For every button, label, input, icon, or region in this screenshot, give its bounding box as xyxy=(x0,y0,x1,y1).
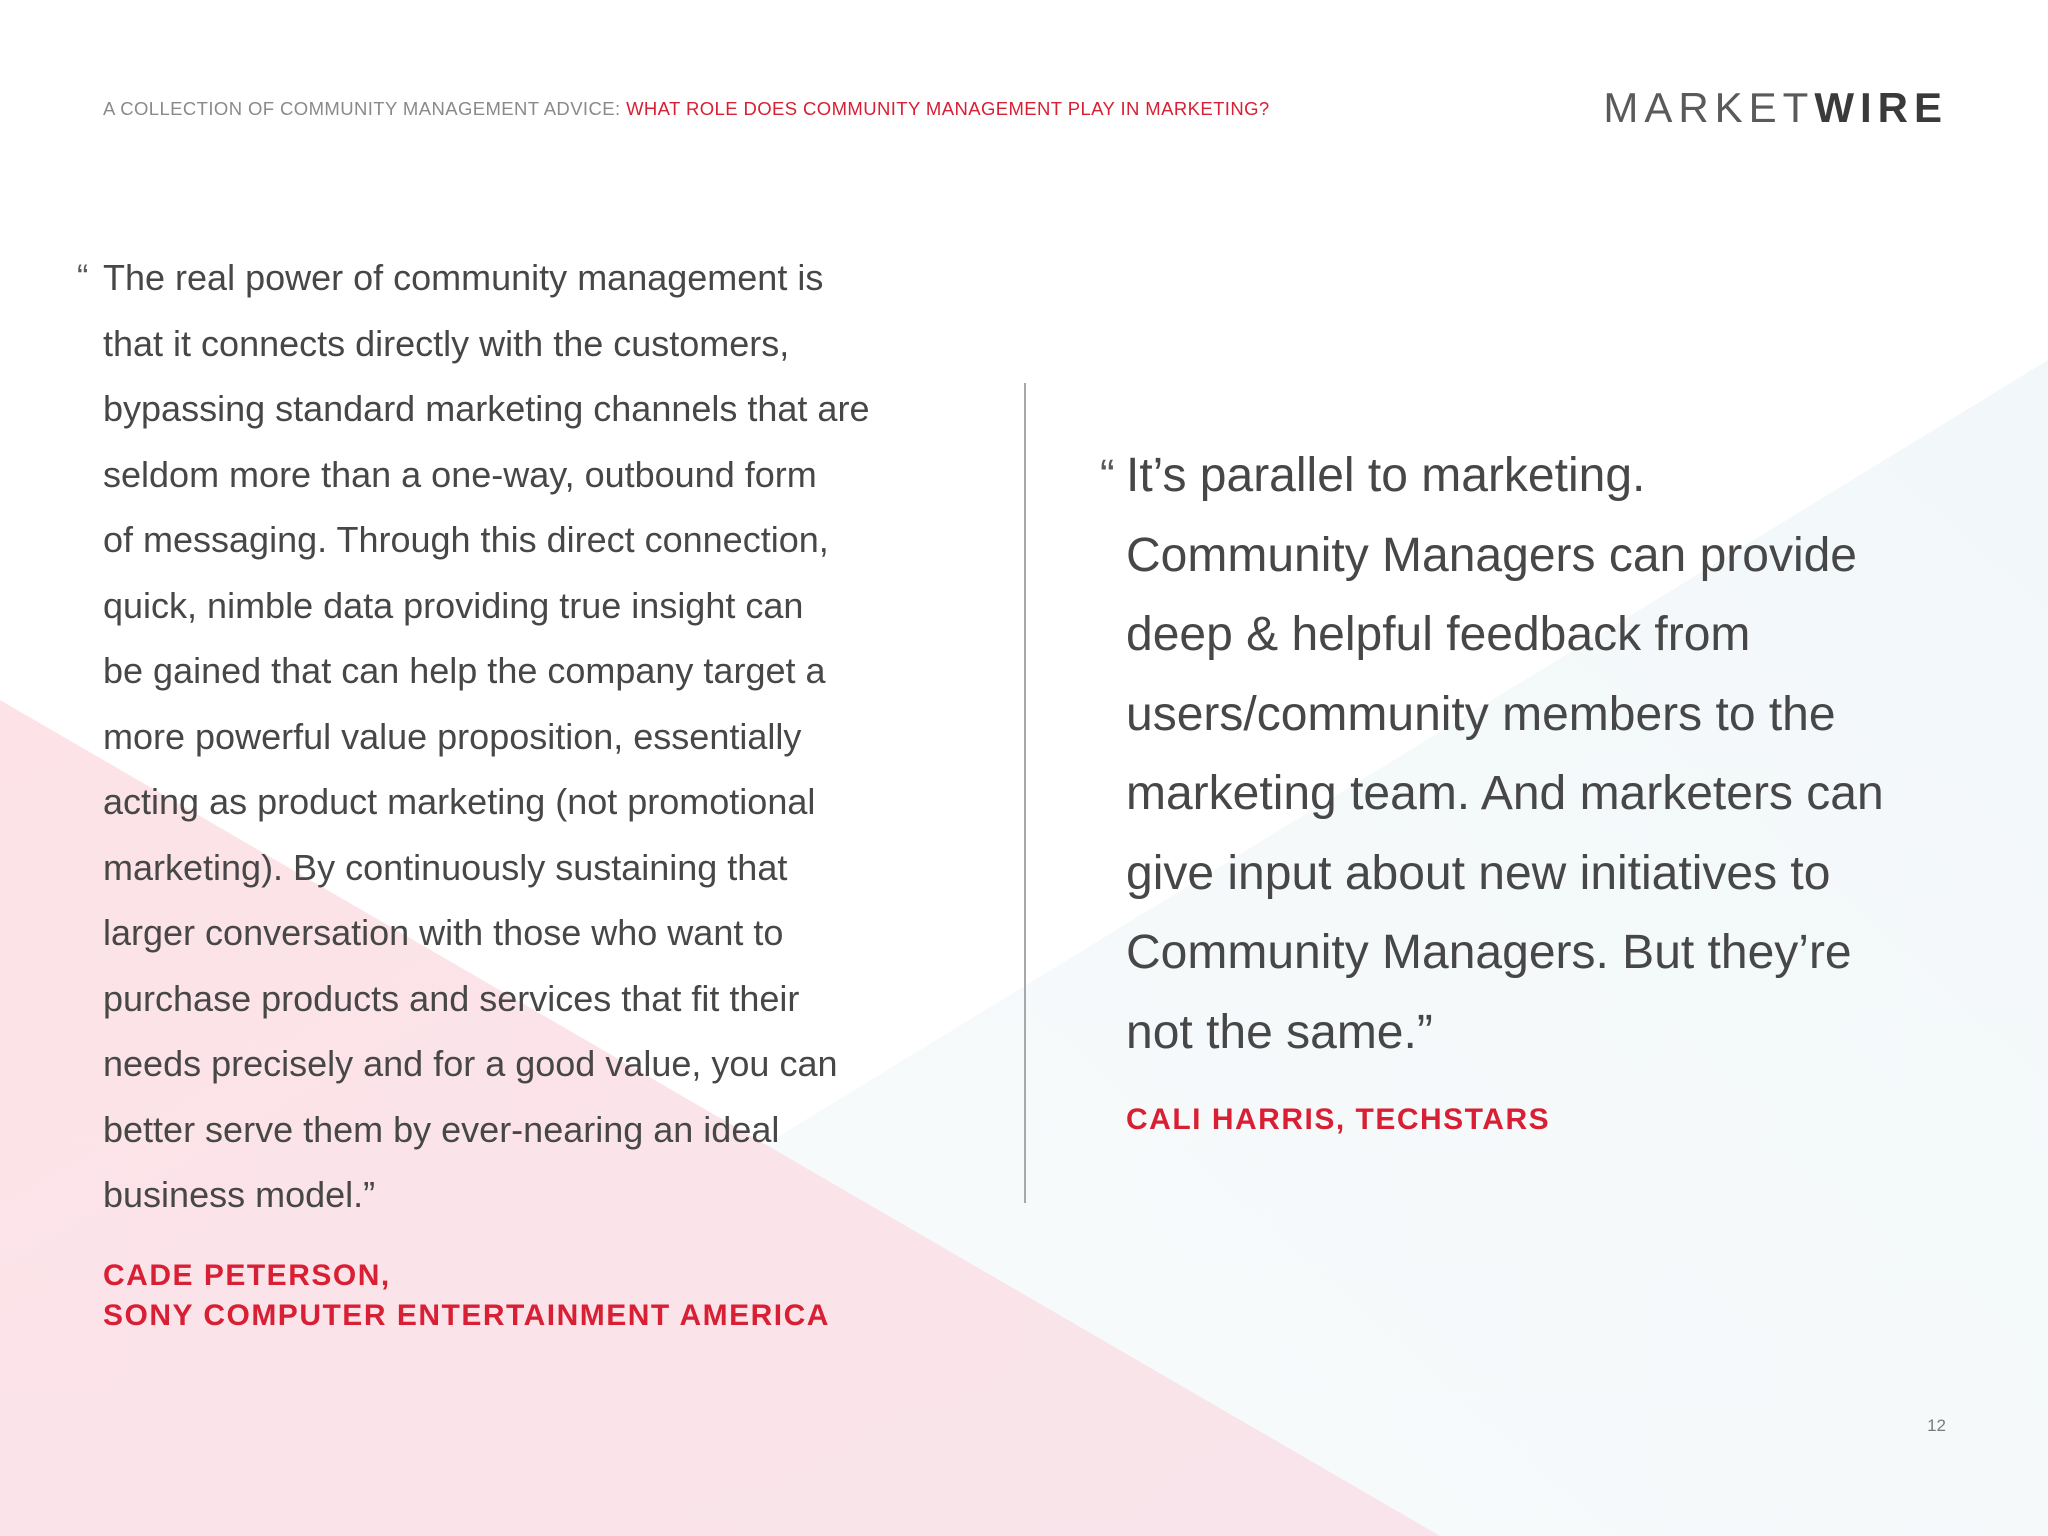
quote-line: users/community members to the xyxy=(1126,687,1836,741)
quote-line: of messaging. Through this direct connection, xyxy=(103,519,829,560)
column-divider xyxy=(1024,383,1026,1203)
quote-line: marketing). By continuously sustaining that xyxy=(103,846,788,888)
quote-line: give input about new initiatives to xyxy=(1126,846,1831,900)
marketwire-logo xyxy=(1603,84,1948,132)
quote-left xyxy=(77,245,963,1228)
quote-line: Community Managers. But they’re xyxy=(1126,926,1852,979)
quote-right xyxy=(1100,436,1986,1072)
attribution-company: SONY COMPUTER ENTERTAINMENT AMERICA xyxy=(103,1299,830,1332)
attribution-name: CALI HARRIS, TECHSTARS xyxy=(1126,1103,1551,1136)
quote-line: It’s parallel to marketing. xyxy=(1126,449,1646,502)
header-highlight: WHAT ROLE DOES COMMUNITY MANAGEMENT PLAY IN MARKETING? xyxy=(626,98,1270,119)
quote-line: business model.” xyxy=(103,1174,376,1215)
quote-line: The real power of community management is xyxy=(103,257,824,298)
logo-bold-text: WIRE xyxy=(1814,84,1948,131)
quote-line: deep & helpful feedback from xyxy=(1126,608,1751,661)
open-quote-mark: “ xyxy=(77,258,89,296)
quote-line: seldom more than a one-way, outbound form xyxy=(103,453,817,495)
quote-line: needs precisely and for a good value, you can xyxy=(103,1043,838,1084)
quote-line: marketing team. And marketers can xyxy=(1126,767,1884,820)
page-number: 12 xyxy=(1927,1416,1946,1435)
quote-line: acting as product marketing (not promotional xyxy=(103,781,816,822)
quote-line: Community Managers can provide xyxy=(1126,528,1857,582)
quote-line: better serve them by ever-nearing an ideal xyxy=(103,1108,780,1150)
logo-light-text: MARKET xyxy=(1603,84,1815,131)
quote-line: not the same.” xyxy=(1126,1005,1433,1059)
header-running-title xyxy=(103,98,1270,120)
quote-line: quick, nimble data providing true insight can xyxy=(103,584,804,626)
attribution-left xyxy=(103,1256,830,1336)
quote-line: larger conversation with those who want to xyxy=(103,912,784,953)
open-quote-mark: “ xyxy=(1100,451,1115,500)
attribution-right xyxy=(1126,1100,1550,1140)
quote-line: that it connects directly with the customers, xyxy=(103,322,790,364)
quote-line: be gained that can help the company target a xyxy=(103,650,826,691)
header-prefix: A COLLECTION OF COMMUNITY MANAGEMENT ADVICE: xyxy=(103,98,627,119)
quote-line: bypassing standard marketing channels that are xyxy=(103,388,870,429)
quote-line: more powerful value proposition, essentially xyxy=(103,715,802,757)
quote-line: purchase products and services that fit their xyxy=(103,977,800,1019)
attribution-name: CADE PETERSON, xyxy=(103,1259,391,1292)
